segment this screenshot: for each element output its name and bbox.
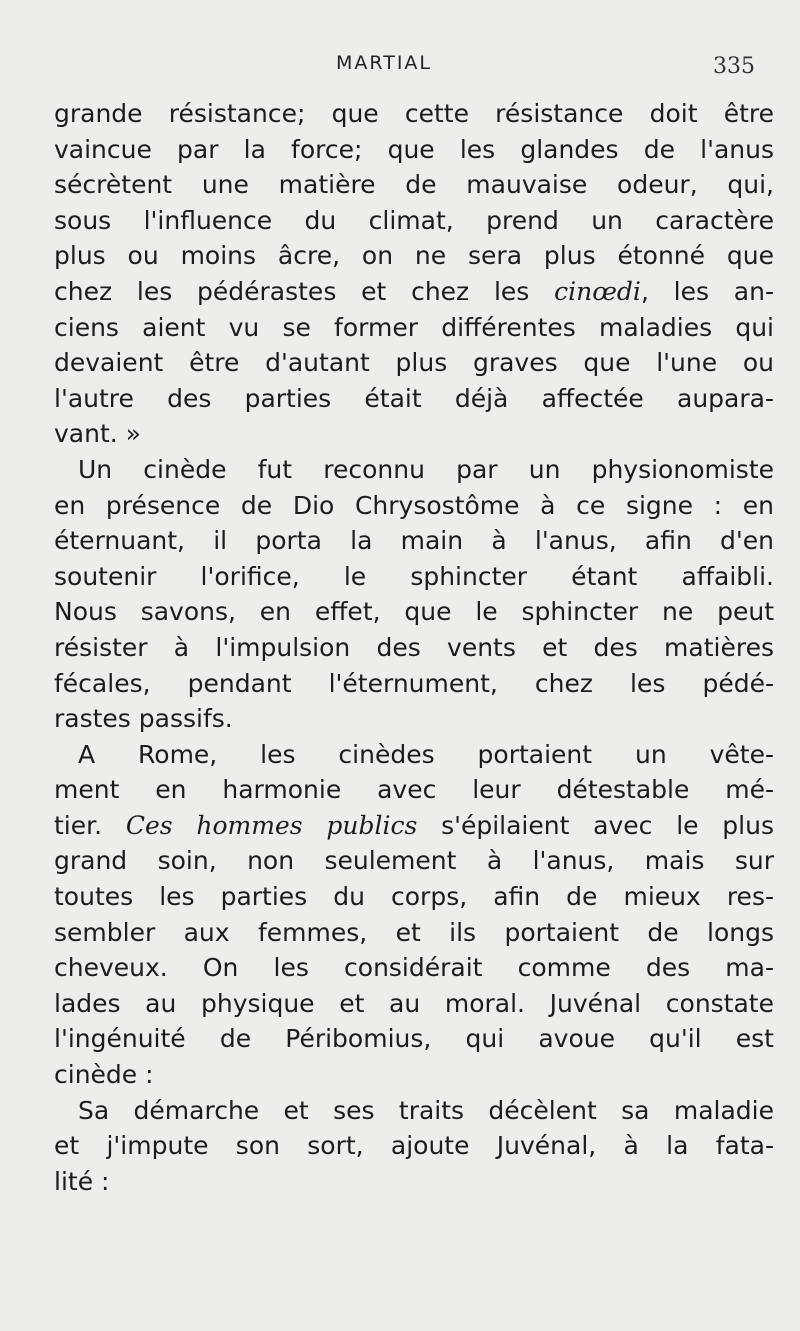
italic-phrase: cinœdi: [554, 276, 641, 306]
text-line: cinède :: [54, 1060, 154, 1090]
text-line: soutenir l'orifice, le sphincter étant affaibli.: [54, 561, 774, 591]
text-line: vant. »: [54, 419, 141, 449]
text-line: rastes passifs.: [54, 704, 233, 734]
text-run: , les an-: [640, 276, 774, 306]
text-line: [54, 808, 774, 844]
text-line: toutes les parties du corps, afin de mieux res-: [54, 882, 774, 912]
text-line: Sa démarche et ses traits décèlent sa maladie: [78, 1095, 774, 1125]
text-line: fécales, pendant l'éternument, chez les pédé-: [54, 668, 774, 698]
text-run: tier.: [54, 810, 126, 840]
text-line: l'ingénuité de Péribomius, qui avoue qu'il est: [54, 1024, 774, 1054]
text-line: lades au physique et au moral. Juvénal constate: [54, 988, 774, 1018]
body-text: [54, 96, 774, 1199]
running-title: MARTIAL: [336, 52, 433, 74]
text-line: Un cinède fut reconnu par un physionomiste: [78, 454, 774, 484]
text-line: sembler aux femmes, et ils portaient de longs: [54, 917, 774, 947]
text-line: en présence de Dio Chrysostôme à ce signe : en: [54, 490, 774, 520]
text-line: l'autre des parties était déjà affectée aupara-: [54, 383, 774, 413]
text-line: vaincue par la force; que les glandes de l'anus: [54, 134, 774, 164]
page-number: 335: [713, 54, 755, 79]
text-line: cheveux. On les considérait comme des ma-: [54, 953, 774, 983]
text-line: plus ou moins âcre, on ne sera plus étonné que: [54, 241, 774, 271]
text-line: et j'impute son sort, ajoute Juvénal, à la fata-: [54, 1131, 774, 1161]
text-run: s'épilaient avec le plus: [417, 810, 774, 840]
text-line: ciens aient vu se former différentes maladies qui: [54, 312, 774, 342]
running-head: [0, 52, 800, 92]
text-line: résister à l'impulsion des vents et des matières: [54, 632, 774, 662]
text-line: [54, 274, 774, 310]
text-line: éternuant, il porta la main à l'anus, afin d'en: [54, 526, 774, 556]
text-line: grande résistance; que cette résistance doit être: [54, 99, 774, 128]
text-line: devaient être d'autant plus graves que l'une ou: [54, 348, 774, 378]
italic-phrase: Ces hommes publics: [125, 810, 418, 840]
text-run: chez les pédérastes et chez les: [54, 276, 555, 306]
text-line: ment en harmonie avec leur détestable mé-: [54, 775, 774, 805]
text-line: grand soin, non seulement à l'anus, mais sur: [54, 846, 774, 876]
text-line: Nous savons, en effet, que le sphincter ne peut: [54, 597, 774, 627]
text-line: sous l'influence du climat, prend un caractère: [54, 205, 774, 235]
text-line: A Rome, les cinèdes portaient un vête-: [78, 739, 774, 769]
text-line: sécrètent une matière de mauvaise odeur, qui,: [54, 170, 774, 200]
text-line: lité :: [54, 1166, 110, 1196]
